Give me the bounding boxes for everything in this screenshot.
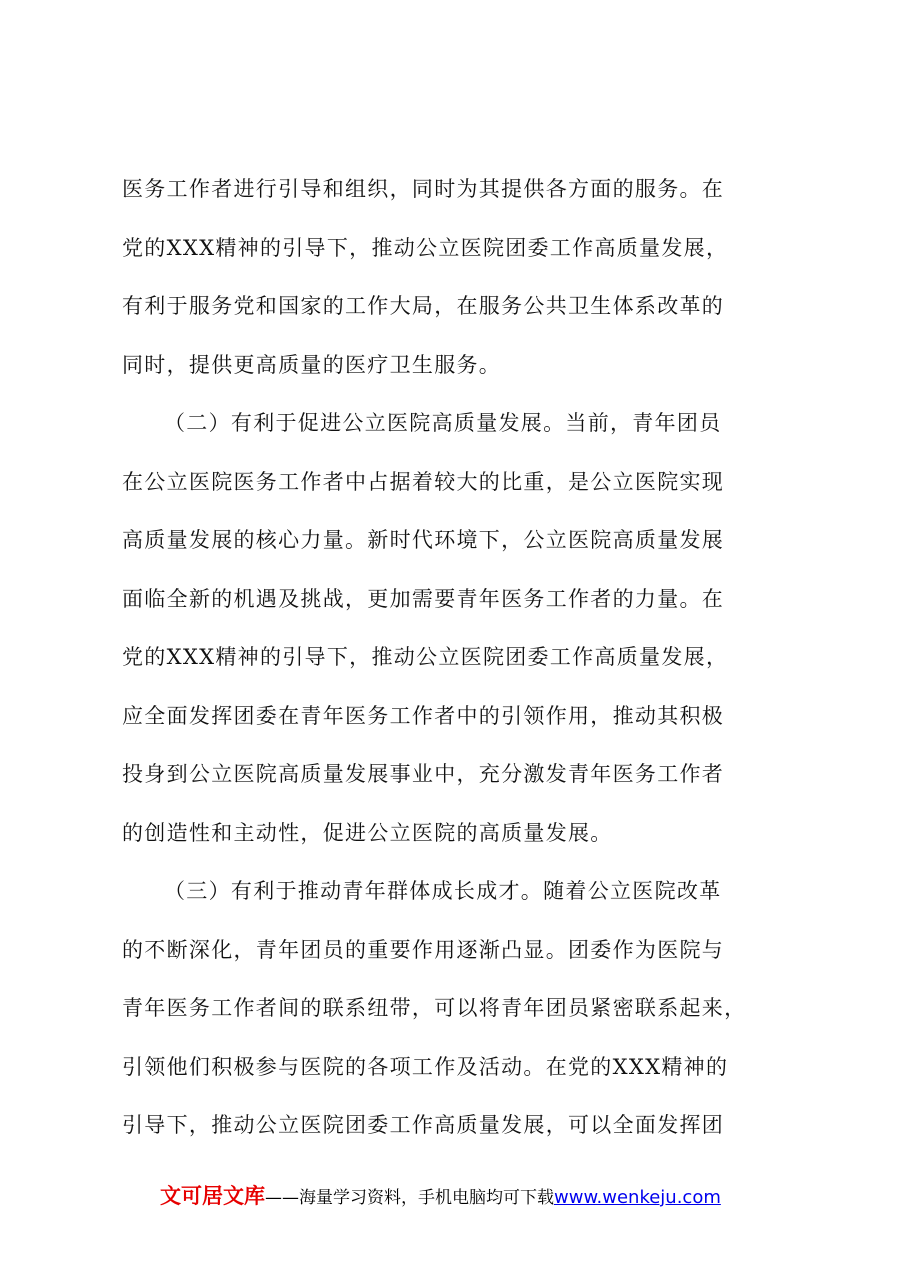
text-line: 引领他们积极参与医院的各项工作及活动。在党的XXX精神的 — [122, 1054, 729, 1079]
text-line: 的创造性和主动性，促进公立医院的高质量发展。 — [122, 820, 613, 845]
document-body — [122, 160, 790, 1155]
footer-banner — [160, 1180, 780, 1212]
text-line: 应全面发挥团委在青年医务工作者中的引领作用，推动其积极 — [122, 703, 725, 728]
text-line: 高质量发展的核心力量。新时代环境下，公立医院高质量发展 — [122, 528, 725, 552]
text-line: 有利于服务党和国家的工作大局，在服务公共卫生体系改革的 — [122, 294, 725, 318]
text-line: 同时，提供更高质量的医疗卫生服务。 — [122, 352, 502, 377]
text-line: 在公立医院医务工作者中占据着较大的比重，是公立医院实现 — [122, 469, 725, 494]
website-link[interactable]: www.wenkeju.com — [554, 1187, 721, 1208]
footer-tagline: ——海量学习资料，手机电脑均可下载 — [265, 1188, 554, 1208]
text-line: 的不断深化，青年团员的重要作用逐渐凸显。团委作为医院与 — [122, 937, 725, 962]
text-line: 投身到公立医院高质量发展事业中，充分激发青年医务工作者 — [122, 762, 725, 786]
text-line: 青年医务工作者间的联系纽带，可以将青年团员紧密联系起来， — [122, 996, 747, 1020]
text-line: 党的XXX精神的引导下，推动公立医院团委工作高质量发展， — [122, 645, 729, 669]
text-line: 引导下，推动公立医院团委工作高质量发展，可以全面发挥团 — [122, 1113, 725, 1137]
text-line: 党的XXX精神的引导下，推动公立医院团委工作高质量发展， — [122, 235, 729, 260]
text-line: 面临全新的机遇及挑战，更加需要青年医务工作者的力量。在 — [122, 586, 725, 611]
text-line: 医务工作者进行引导和组织，同时为其提供各方面的服务。在 — [122, 177, 725, 201]
text-line: （三）有利于推动青年群体成长成才。随着公立医院改革 — [164, 879, 722, 903]
text-line: （二）有利于促进公立医院高质量发展。当前，青年团员 — [164, 411, 722, 435]
brand-name: 文可居文库 — [160, 1184, 265, 1208]
